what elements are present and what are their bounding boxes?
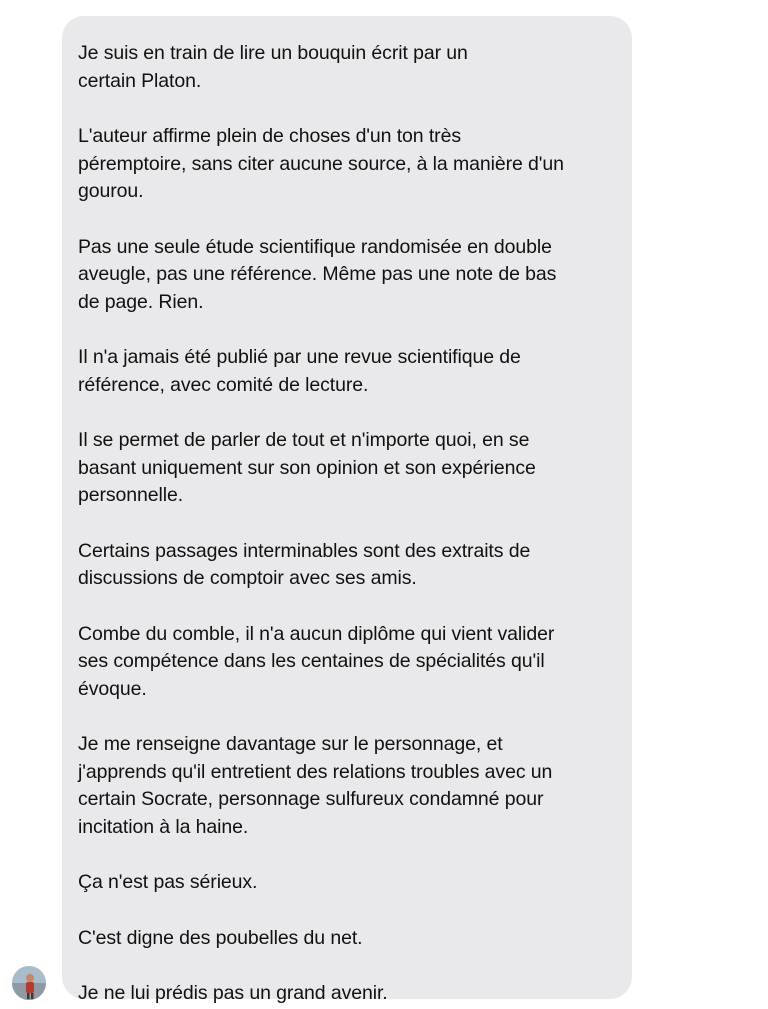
message-paragraph: Il se permet de parler de tout et n'importe quoi, en se basant uniquement sur son opinion et son expérience personnelle. bbox=[78, 429, 536, 506]
message-bubble[interactable] bbox=[62, 16, 632, 1004]
profile-photo-icon bbox=[12, 966, 46, 1000]
message-paragraph: Je suis en train de lire un bouquin écrit par un certain Platon. bbox=[78, 42, 468, 92]
message-paragraph: Je ne lui prédis pas un grand avenir. bbox=[78, 982, 388, 1004]
message-paragraph: Certains passages interminables sont des extraits de discussions de comptoir avec ses amis. bbox=[78, 539, 531, 589]
message-paragraph: Pas une seule étude scientifique randomisée en double aveugle, pas une référence. Même pas une note de bas de page. Rien. bbox=[78, 235, 557, 313]
message-paragraph: Il n'a jamais été publié par une revue scientifique de référence, avec comité de lecture. bbox=[78, 346, 521, 396]
message-paragraph: Ça n'est pas sérieux. bbox=[78, 871, 258, 893]
message-paragraph: C'est digne des poubelles du net. bbox=[78, 926, 363, 949]
message-paragraph: Je me renseigne davantage sur le personnage, et j'apprends qu'il entretient des relations troubles avec un certain Socrate, personnage sulfureux condamné pour incitation à la haine. bbox=[78, 733, 553, 838]
message-paragraph: Combe du comble, il n'a aucun diplôme qui vient valider ses compétence dans les centaines de spécialités qu'il évoque. bbox=[78, 622, 555, 700]
message-paragraph: L'auteur affirme plein de choses d'un ton très péremptoire, sans citer aucune source, à la manière d'un gourou. bbox=[78, 125, 564, 202]
sender-avatar[interactable] bbox=[12, 966, 46, 1000]
